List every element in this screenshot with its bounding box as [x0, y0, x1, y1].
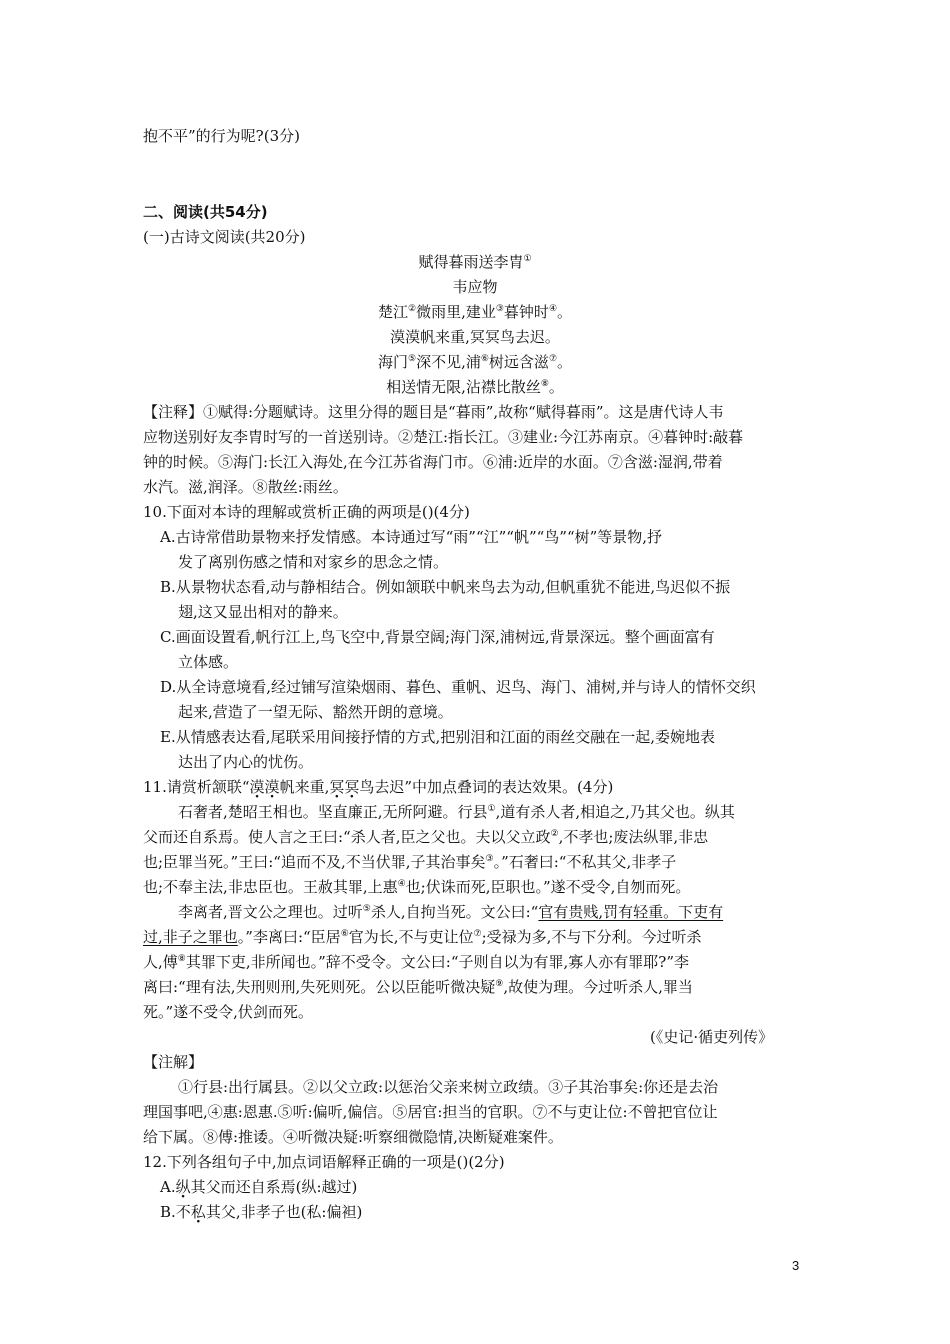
underlined-sentence: 官有贵贱,罚有轻重。下吏有 — [538, 903, 724, 921]
q10-option-e-cont: 达出了内心的忧伤。 — [178, 753, 314, 771]
q10-option-a: A.古诗常借助景物来抒发情感。本诗通过写“雨”“江”“帆”“鸟”“树”等景物,抒 — [160, 528, 663, 546]
page-number: 3 — [792, 1258, 800, 1273]
poem-line-4: 相送情无限,沾襟比散丝⑧。 — [386, 378, 564, 396]
passage-note-line: ①行县:出行属县。②以父立政:以惩治父亲来树立政绩。③子其治事矣:你还是去治 — [178, 1078, 719, 1096]
section-title: 二、阅读(共54分) — [143, 203, 268, 221]
q10-option-a-cont: 发了离别伤感之情和对家乡的思念之情。 — [178, 553, 449, 571]
poem-note-line: 水汽。滋,润泽。⑧散丝:雨丝。 — [143, 478, 348, 496]
poem-note-line: 应物送别好友李胄时写的一首送别诗。②楚江:指长江。③建业:今江苏南京。④暮钟时:敲暮 — [143, 428, 744, 446]
subsection-title: (一)古诗文阅读(共20分) — [143, 228, 306, 246]
passage-notes-title: 【注解】 — [143, 1053, 204, 1071]
q12-option-a: A.纵其父而还自系焉(纵:越过) — [160, 1178, 358, 1196]
q10-option-b-cont: 翅,这又显出相对的静来。 — [178, 603, 348, 621]
q10-option-c: C.画面设置看,帆行江上,鸟飞空中,背景空阔;海门深,浦树远,背景深远。整个画面富有 — [160, 628, 715, 646]
question-11-stem: 11.请赏析颔联“漠漠帆来重,冥冥鸟去迟”中加点叠词的表达效果。(4分) — [143, 778, 614, 796]
q10-option-d: D.从全诗意境看,经过铺写渲染烟雨、暮色、重帆、迟鸟、海门、浦树,并与诗人的情怀交织 — [160, 678, 756, 696]
question-12-stem: 12.下列各组句子中,加点词语解释正确的一项是()(2分) — [143, 1153, 505, 1171]
passage-line: 父而还自系焉。使人言之王曰:“杀人者,臣之父也。夫以父立政②,不孝也;废法纵罪,非忠 — [143, 828, 709, 846]
passage-note-line: 理国事吧,④惠:恩惠.⑤听:偏听,偏信。⑤居官:担当的官职。⑦不与吏让位:不曾把官位让 — [143, 1103, 718, 1121]
top-line: 抱不平”的行为呢?(3分) — [143, 127, 300, 145]
passage-line: 离曰:“理有法,失刑则刑,失死则死。公以臣能听微决疑⑨,故使为理。今过听杀人,罪当 — [143, 978, 693, 996]
passage-line: 李离者,晋文公之理也。过听⑤杀人,自拘当死。文公曰:“官有贵贱,罚有轻重。下吏有 — [178, 903, 724, 921]
q10-option-d-cont: 起来,营造了一望无际、豁然开朗的意境。 — [178, 703, 453, 721]
passage-line: 人,傅⑧其罪下吏,非所闻也。”辞不受令。文公曰:“子则自以为有罪,寡人亦有罪耶?”李 — [143, 953, 689, 971]
passage-source: (《史记·循吏列传》 — [650, 1028, 774, 1046]
poem-line-1: 楚江②微雨里,建业③暮钟时④。 — [377, 303, 573, 321]
question-10-stem: 10.下面对本诗的理解或赏析正确的两项是()(4分) — [143, 503, 470, 521]
poem-note-line: 【注释】①赋得:分题赋诗。这里分得的题目是“暮雨”,故称“赋得暮雨”。这是唐代诗人韦 — [143, 403, 724, 421]
poem-author: 韦应物 — [452, 278, 498, 296]
passage-line: 石奢者,楚昭王相也。坚直廉正,无所阿避。行县①,道有杀人者,相追之,乃其父也。纵其 — [178, 803, 735, 821]
poem-line-3: 海门⑤深不见,浦⑥树远含滋⑦。 — [377, 353, 573, 371]
poem-note-line: 钟的时候。⑤海门:长江入海处,在今江苏省海门市。⑥浦:近岸的水面。⑦含滋:湿润,带着 — [143, 453, 723, 471]
passage-line: 也;不奉主法,非忠臣也。王赦其罪,上惠④也;伏诛而死,臣职也。”遂不受令,自刎而死。 — [143, 878, 691, 896]
passage-line: 死。”遂不受令,伏剑而死。 — [143, 1003, 313, 1021]
q12-option-b: B.不私其父,非孝子也(私:偏袒) — [160, 1203, 363, 1221]
passage-line: 过,非子之罪也。”李离曰:“臣居⑥官为长,不与吏让位⑦;受禄为多,不与下分利。今过听杀 — [143, 928, 702, 946]
passage-note-line: 给下属。⑧傅:推诿。④听微决疑:听察细微隐情,决断疑难案件。 — [143, 1128, 563, 1146]
underlined-sentence: 过,非子之罪也 — [143, 928, 238, 946]
q10-option-e: E.从情感表达看,尾联采用间接抒情的方式,把别泪和江面的雨丝交融在一起,委婉地表 — [160, 728, 716, 746]
q10-option-b: B.从景物状态看,动与静相结合。例如颔联中帆来鸟去为动,但帆重犹不能进,鸟迟似不振 — [160, 578, 731, 596]
passage-line: 也;臣罪当死。”王曰:“追而不及,不当伏罪,子其治事矣③。”石奢曰:“不私其父,非孝子 — [143, 853, 677, 871]
poem-title: 赋得暮雨送李胄① — [418, 253, 532, 271]
q10-option-c-cont: 立体感。 — [178, 653, 239, 671]
poem-line-2: 漠漠帆来重,冥冥鸟去迟。 — [390, 328, 560, 346]
